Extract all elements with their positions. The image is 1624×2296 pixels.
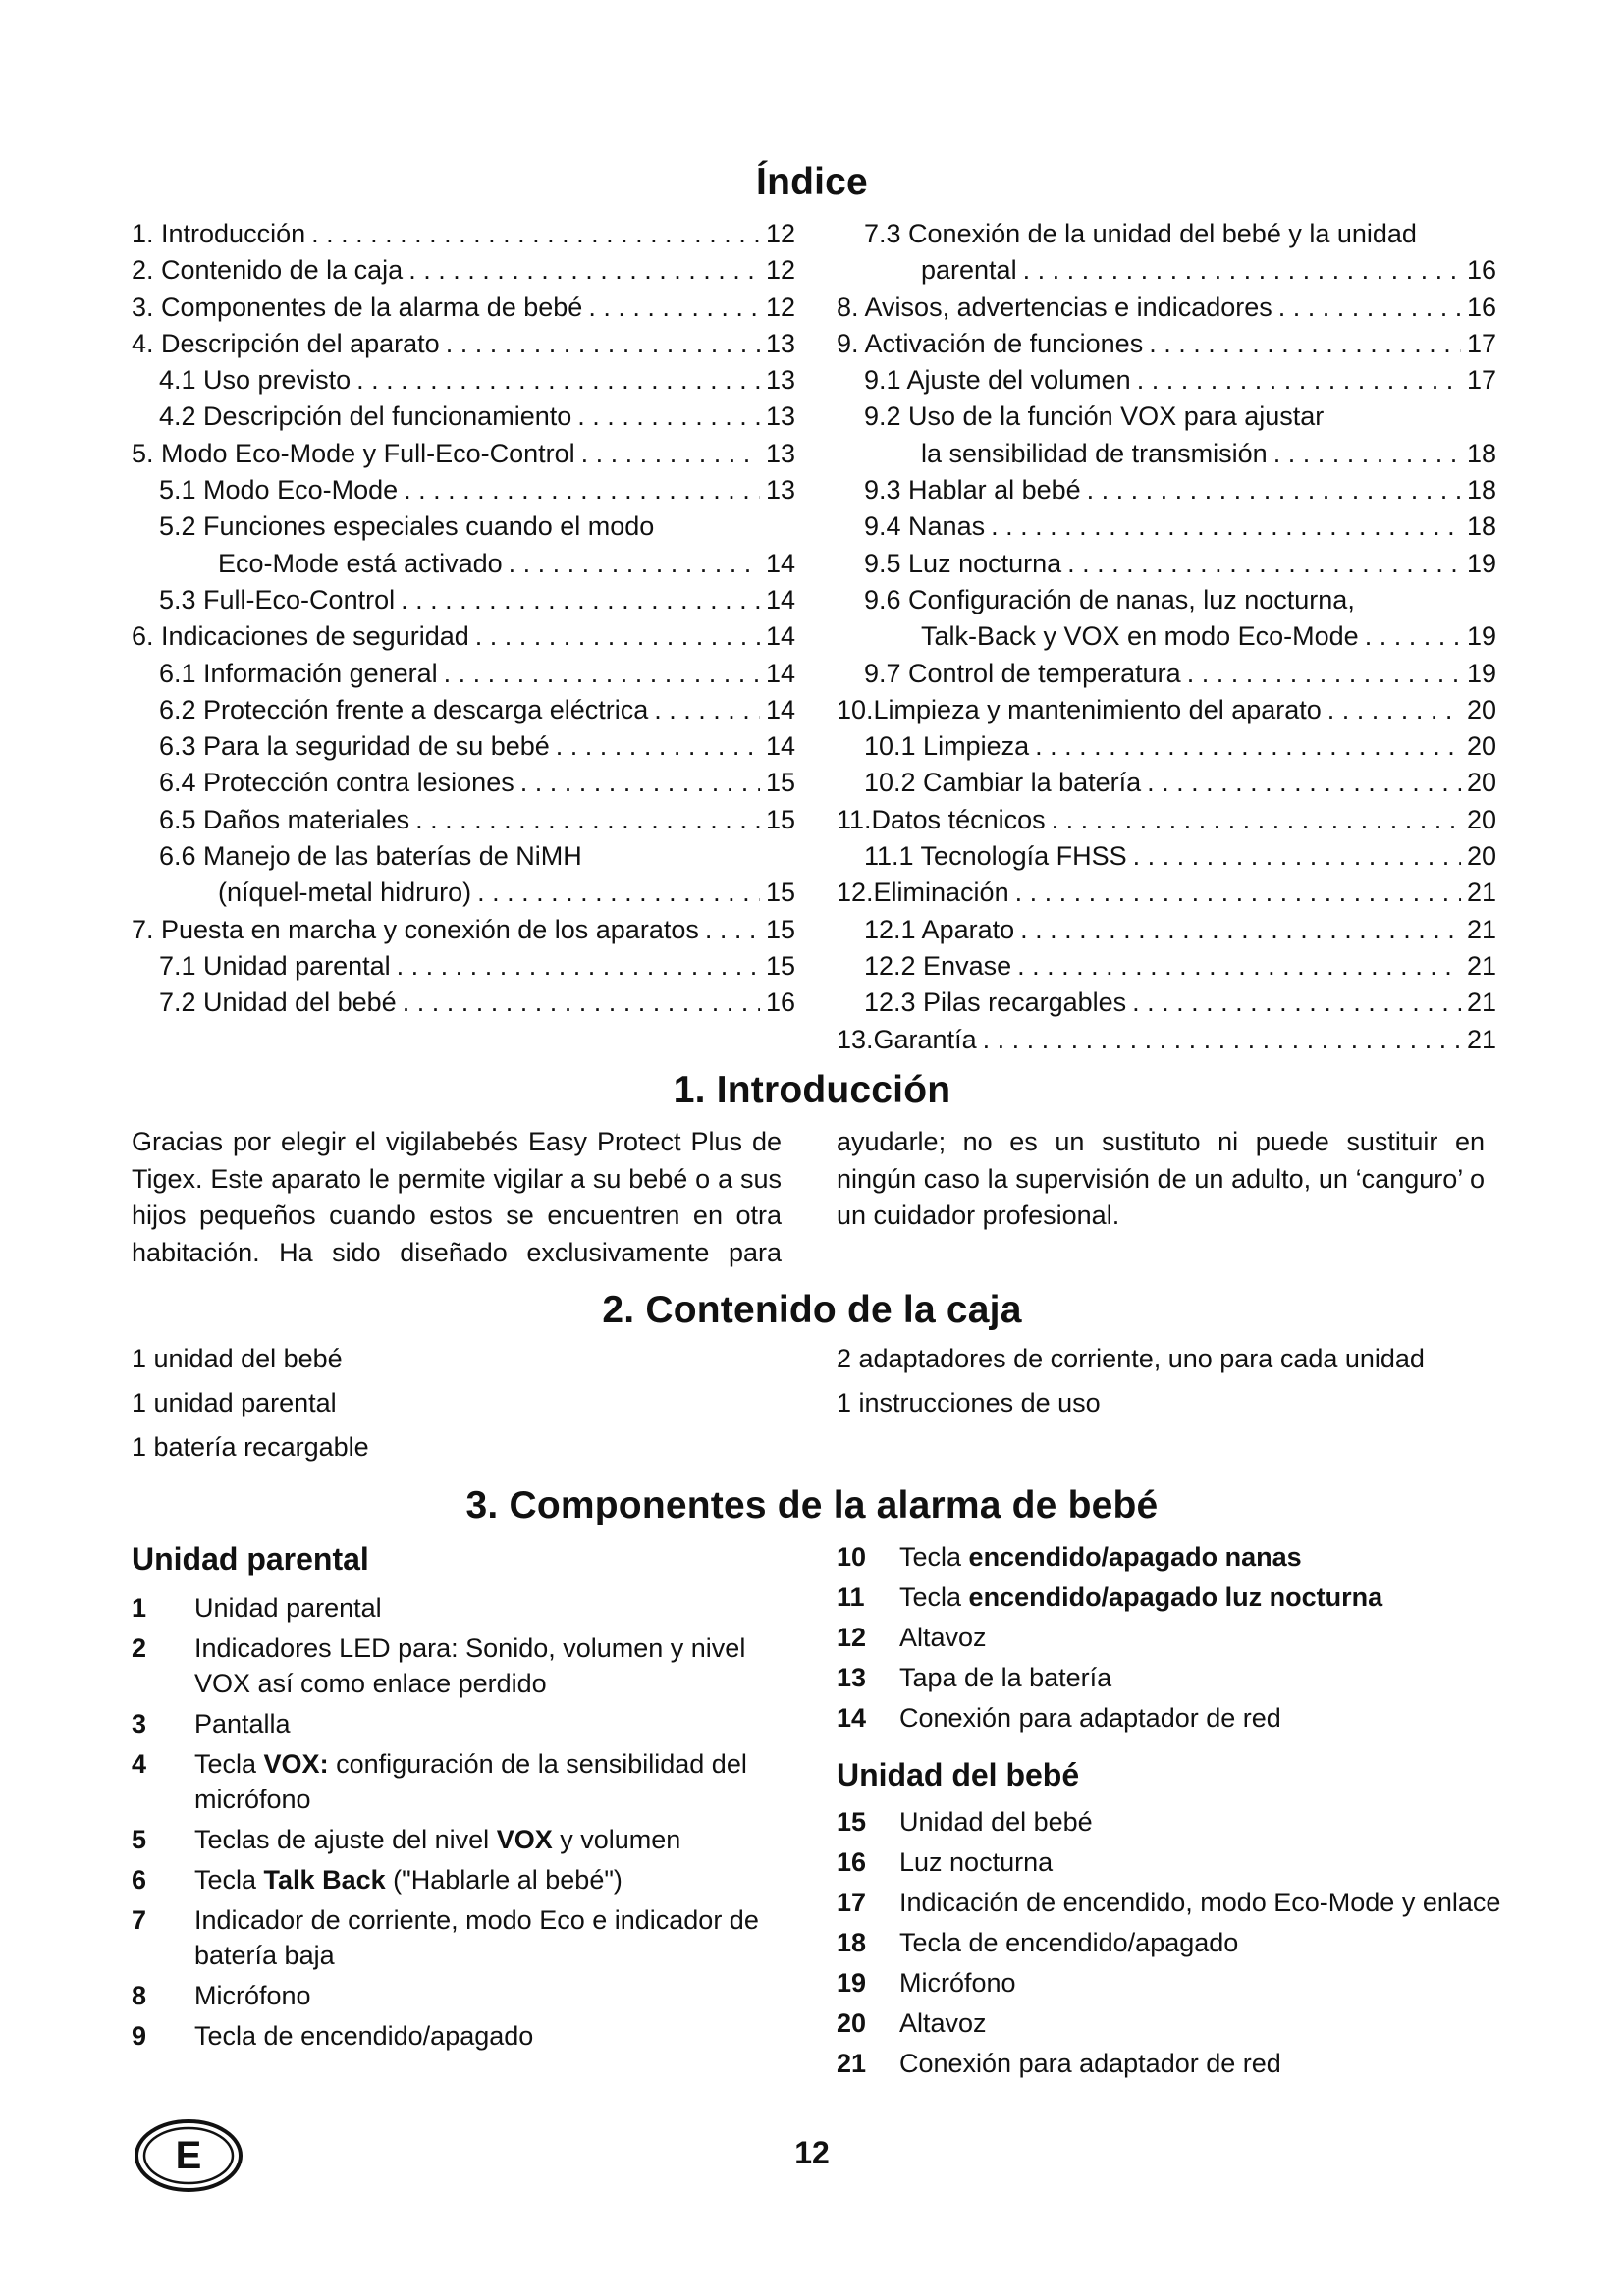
toc-entry [837,802,1496,838]
toc-entry [132,875,795,911]
toc-entry [132,546,795,582]
component-number: 10 [837,1542,867,1572]
toc-entry-page: 19 [1466,658,1496,688]
box-contents-right [837,1337,1425,1425]
toc-entry-title: 4.2 Descripción del funcionamiento [159,401,572,432]
toc-entry [837,399,1496,435]
toc-leader [1015,875,1461,911]
components-title: 3. Componentes de la alarma de bebé [465,1484,1159,1526]
toc-entry [837,1022,1496,1058]
toc-entry-title: 5.1 Modo Eco-Mode [159,475,399,506]
intro-line: Gracias por elegir el vigilabebés Easy Protect Plus de [132,1127,782,1156]
component-item [837,1885,1524,1920]
toc-entry-title: 8. Avisos, advertencias e indicadores [837,292,1272,322]
toc-entry [837,290,1496,326]
toc-entry-title: 9.7 Control de temperatura [864,658,1181,688]
toc-entry [837,362,1496,399]
toc-leader [1035,728,1461,765]
component-label: Luz nocturna [899,1847,1054,1877]
toc-entry [132,436,795,472]
component-number: 15 [837,1807,867,1837]
component-item [837,1700,1524,1735]
toc-entry [837,436,1496,472]
toc-entry-title: 3. Componentes de la alarma de bebé [132,292,583,322]
component-item [837,2046,1524,2081]
toc-leader [404,472,760,508]
component-label: Tecla [899,1542,969,1572]
component-item [132,1902,780,1973]
toc-entry-page: 18 [1466,438,1496,468]
toc-leader [444,656,760,692]
toc-entry [132,216,795,252]
component-number: 20 [837,2008,867,2038]
component-label: Unidad parental [194,1593,382,1623]
component-label: Indicador de corriente, modo Eco e indicador de batería baja [194,1905,759,1970]
toc-leader [991,508,1461,545]
component-text [899,1579,1524,1615]
toc-entry [837,326,1496,362]
component-key: VOX [496,1825,553,1854]
component-number: 21 [837,2049,867,2078]
toc-leader [1017,948,1461,985]
toc-entry-page: 19 [1466,548,1496,578]
toc-entry-title: 9.1 Ajuste del volumen [864,365,1131,396]
component-number: 13 [837,1663,867,1692]
toc-leader [403,985,760,1021]
toc-entry-page: 13 [765,365,795,396]
toc-entry-title: (níquel-metal hidruro) [218,878,472,908]
component-label: Teclas de ajuste del nivel [194,1825,497,1854]
toc-entry-title: 7.2 Unidad del bebé [159,988,397,1018]
component-key: encendido/apagado luz nocturna [968,1582,1383,1612]
component-item [132,1862,780,1897]
component-text [899,1885,1524,1920]
component-number: 12 [837,1623,867,1652]
toc-entry-title: 10.1 Limpieza [864,731,1030,762]
component-item [837,1804,1524,1840]
toc-entry-page: 16 [765,988,795,1018]
component-item [132,1746,780,1817]
toc-leader [1365,618,1461,655]
component-number: 11 [837,1582,865,1612]
component-label: Tecla [194,1865,264,1895]
component-number: 16 [837,1847,867,1877]
toc-entry-page: 18 [1466,475,1496,506]
toc-leader [556,728,760,765]
component-label-end: ("Hablarle al bebé") [385,1865,623,1895]
toc-entry-page: 20 [1466,804,1496,834]
toc-entry [132,728,795,765]
toc-entry-page: 13 [765,401,795,432]
toc-entry-page: 15 [765,768,795,798]
toc-right-column [837,216,1496,1058]
toc-left-column [132,216,795,1022]
box-item: 1 instrucciones de uso [837,1388,1101,1417]
toc-entry [132,985,795,1021]
toc-entry-title: 13.Garantía [837,1024,977,1054]
toc-leader [1149,326,1461,362]
toc-entry-title: 10.2 Cambiar la batería [864,768,1142,798]
component-number: 9 [132,2021,147,2051]
component-text [899,1700,1524,1735]
baby-unit-list [837,1804,1524,2086]
toc-leader [581,436,760,472]
toc-leader [1133,838,1461,875]
toc-entry-title: 5. Modo Eco-Mode y Full-Eco-Control [132,438,575,468]
toc-leader [1052,802,1461,838]
toc-entry [837,875,1496,911]
component-text [899,2046,1524,2081]
component-label-end: y volumen [552,1825,681,1854]
toc-entry-title: 6. Indicaciones de seguridad [132,621,469,652]
toc-entry-page: 20 [1466,768,1496,798]
component-key: VOX: [263,1749,329,1779]
component-number: 4 [132,1749,147,1779]
toc-entry-title: 12.Eliminación [837,878,1009,908]
toc-entry [132,838,795,875]
component-number: 2 [132,1633,147,1663]
component-text [899,1539,1524,1575]
toc-entry-title: 1. Introducción [132,219,306,248]
toc-leader [1273,436,1461,472]
component-number: 3 [132,1709,147,1738]
toc-entry-title: 9.4 Nanas [864,511,986,542]
toc-entry-page: 21 [1466,988,1496,1018]
toc-entry-page: 21 [1466,914,1496,944]
box-item: 1 unidad parental [132,1388,337,1417]
component-label: Altavoz [899,1623,987,1652]
toc-entry-page: 14 [765,621,795,652]
box-contents-left [132,1337,369,1469]
component-label: Micrófono [194,1981,311,2010]
toc-entry [837,618,1496,655]
intro-line: habitación. Ha sido diseñado exclusivamente para [132,1237,782,1267]
component-number: 14 [837,1703,867,1733]
intro-line: hijos pequeños cuando estos se encuentren en otra [132,1201,782,1230]
component-key: encendido/apagado nanas [968,1542,1302,1572]
toc-entry-page: 12 [765,292,795,322]
toc-entry-page: 15 [765,878,795,908]
toc-entry-title: 6.1 Información general [159,658,438,688]
index-title: Índice [756,161,868,203]
toc-entry-title: 10.Limpieza y mantenimiento del aparato [837,694,1322,724]
toc-entry [837,252,1496,289]
component-item [837,1539,1524,1575]
toc-entry [132,290,795,326]
toc-leader [1023,252,1461,289]
component-text [194,2018,780,2054]
toc-entry-page: 15 [765,950,795,981]
component-number: 7 [132,1905,147,1935]
toc-entry [132,948,795,985]
component-text [194,1706,780,1741]
component-text [899,1660,1524,1695]
toc-entry-title: 7.1 Unidad parental [159,950,391,981]
component-number: 18 [837,1928,867,1957]
toc-entry-page: 15 [765,804,795,834]
box-contents-title: 2. Contenido de la caja [602,1289,1022,1331]
component-text [194,1746,780,1817]
toc-entry-title: 12.1 Aparato [864,914,1015,944]
component-number: 6 [132,1865,147,1895]
page-number: 12 [794,2135,830,2170]
component-label-end: configuración de la sensibilidad del micrófono [194,1749,747,1814]
toc-entry [132,508,795,545]
toc-entry [837,582,1496,618]
toc-leader [475,618,760,655]
toc-entry [837,508,1496,545]
toc-entry-page: 14 [765,658,795,688]
toc-entry-page: 19 [1466,621,1496,652]
toc-entry-page: 13 [765,438,795,468]
baby-unit-heading: Unidad del bebé [837,1757,1080,1792]
toc-entry-page: 16 [1466,255,1496,286]
toc-entry [837,728,1496,765]
intro-right-paragraph: ayudarle; no es un sustituto ni puede sustituir en ningún caso la supervisión de un adulto, un ‘canguro’ o un cuidador profesional. [837,1127,1485,1230]
component-item [837,1660,1524,1695]
toc-entry [132,692,795,728]
toc-entry-page: 20 [1466,731,1496,762]
toc-entry-page: 16 [1466,292,1496,322]
toc-leader [1020,912,1461,948]
toc-entry [837,948,1496,985]
toc-entry-title: 5.2 Funciones especiales cuando el modo [159,511,655,542]
component-item [837,1620,1524,1655]
toc-entry-title: la sensibilidad de transmisión [921,438,1268,468]
toc-entry [132,618,795,655]
box-item: 2 adaptadores de corriente, uno para cada unidad [837,1344,1425,1373]
toc-entry-title: 6.2 Protección frente a descarga eléctrica [159,694,649,724]
component-key: Talk Back [263,1865,386,1895]
component-label: Unidad del bebé [899,1807,1093,1837]
toc-entry-title: Eco-Mode está activado [218,548,503,578]
toc-leader [983,1022,1461,1058]
language-badge-letter: E [175,2134,202,2177]
toc-entry [837,912,1496,948]
toc-entry-page: 13 [765,328,795,358]
component-text [194,1822,780,1857]
toc-entry-page: 12 [765,255,795,286]
toc-entry [132,252,795,289]
toc-leader [415,802,760,838]
toc-entry-page: 14 [765,731,795,762]
toc-entry-title: Talk-Back y VOX en modo Eco-Mode [921,621,1359,652]
toc-entry-page: 20 [1466,841,1496,872]
component-item [837,1965,1524,2001]
intro-title: 1. Introducción [673,1069,951,1111]
toc-entry [837,472,1496,508]
toc-entry [837,216,1496,252]
component-item [837,2005,1524,2041]
toc-entry-page: 14 [765,694,795,724]
toc-entry [132,802,795,838]
toc-entry-title: 9.2 Uso de la función VOX para ajustar [864,401,1325,432]
toc-leader [1327,692,1461,728]
parent-unit-heading: Unidad parental [132,1541,369,1576]
toc-entry-page: 15 [765,914,795,944]
toc-leader [1187,656,1461,692]
toc-entry-title: 12.3 Pilas recargables [864,988,1127,1018]
box-item: 1 unidad del bebé [132,1344,343,1373]
toc-entry-title: 6.4 Protección contra lesiones [159,768,514,798]
toc-entry-title: 9.6 Configuración de nanas, luz nocturna, [864,584,1355,614]
component-label: Conexión para adaptador de red [899,1703,1281,1733]
toc-entry-title: 4. Descripción del aparato [132,328,440,358]
component-text [194,1862,780,1897]
component-label: Tecla [899,1582,969,1612]
component-label: Indicadores LED para: Sonido, volumen y nivel VOX así como enlace perdido [194,1633,746,1698]
toc-entry [132,472,795,508]
component-text [194,1630,780,1701]
toc-entry [132,582,795,618]
toc-entry [837,985,1496,1021]
toc-entry-page: 17 [1466,365,1496,396]
toc-entry-title: 9.5 Luz nocturna [864,548,1062,578]
toc-entry [132,912,795,948]
component-text [899,1965,1524,2001]
toc-entry-title: 9. Activación de funciones [837,328,1144,358]
toc-entry-title: 2. Contenido de la caja [132,255,404,286]
component-text [899,1620,1524,1655]
box-item: 1 batería recargable [132,1432,369,1462]
toc-entry-title: 9.3 Hablar al bebé [864,475,1081,506]
toc-leader [577,399,760,435]
component-text [899,1804,1524,1840]
toc-entry-page: 21 [1466,878,1496,908]
toc-leader [654,692,760,728]
toc-entry [837,692,1496,728]
component-text [899,1925,1524,1960]
toc-leader [446,326,760,362]
toc-entry-page: 18 [1466,511,1496,542]
toc-entry-page: 20 [1466,694,1496,724]
toc-entry-page: 17 [1466,328,1496,358]
component-number: 17 [837,1888,867,1917]
toc-entry-page: 14 [765,548,795,578]
component-number: 5 [132,1825,147,1854]
toc-entry [132,326,795,362]
toc-entry [132,362,795,399]
component-text [899,1844,1524,1880]
component-label: Indicación de encendido, modo Eco-Mode y enlace [899,1888,1501,1917]
toc-entry-title: 6.5 Daños materiales [159,804,410,834]
component-label: Pantalla [194,1709,291,1738]
toc-entry-title: 5.3 Full-Eco-Control [159,584,396,614]
toc-entry [837,546,1496,582]
component-label: Tecla [194,1749,264,1779]
component-text [194,1978,780,2013]
component-item [132,1590,780,1626]
toc-entry [837,765,1496,801]
toc-entry-title: 6.6 Manejo de las baterías de NiMH [159,841,582,872]
toc-entry-title: 12.2 Envase [864,950,1012,981]
component-text [194,1590,780,1626]
toc-leader [1087,472,1461,508]
toc-entry [132,765,795,801]
toc-entry-page: 12 [765,219,795,248]
toc-entry [132,656,795,692]
toc-entry-title: 11.Datos técnicos [837,804,1046,834]
toc-entry-page: 14 [765,584,795,614]
toc-leader [356,362,760,399]
toc-entry-title: 6.3 Para la seguridad de su bebé [159,731,550,762]
component-text [899,2005,1524,2041]
toc-leader [1067,546,1461,582]
component-label: Altavoz [899,2008,987,2038]
component-label: Tecla de encendido/apagado [194,2021,534,2051]
parent-unit-list-continued [837,1539,1524,1740]
toc-entry-page: 21 [1466,1024,1496,1054]
component-number: 19 [837,1968,867,1998]
intro-left-paragraph [132,1124,782,1271]
component-item [132,1706,780,1741]
component-item [132,1630,780,1701]
component-item [837,1844,1524,1880]
component-item [132,2018,780,2054]
toc-entry-title: 7. Puesta en marcha y conexión de los aparatos [132,914,699,944]
toc-leader [408,252,760,289]
toc-entry-title: 11.1 Tecnología FHSS [864,841,1127,872]
toc-entry [837,838,1496,875]
toc-entry-title: parental [921,255,1017,286]
toc-leader [1147,765,1461,801]
component-item [837,1925,1524,1960]
toc-leader [311,216,760,252]
toc-leader [520,765,760,801]
toc-entry [132,399,795,435]
toc-entry-title: 4.1 Uso previsto [159,365,352,396]
component-label: Tapa de la batería [899,1663,1112,1692]
toc-leader [477,875,760,911]
toc-entry-page: 21 [1466,950,1496,981]
toc-leader [705,912,760,948]
component-label: Tecla de encendido/apagado [899,1928,1239,1957]
component-item [837,1579,1524,1615]
toc-leader [1137,362,1461,399]
intro-line: Tigex. Este aparato le permite vigilar a su bebé o a sus [132,1163,782,1194]
component-label: Micrófono [899,1968,1016,1998]
toc-leader [1132,985,1461,1021]
toc-leader [1278,290,1461,326]
toc-entry [837,656,1496,692]
toc-entry-page: 13 [765,475,795,506]
parent-unit-list [132,1590,780,2058]
component-number: 8 [132,1981,147,2010]
component-item [132,1822,780,1857]
toc-leader [509,546,760,582]
component-number: 1 [132,1593,147,1623]
toc-leader [588,290,760,326]
component-label: Conexión para adaptador de red [899,2049,1281,2078]
toc-entry-title: 7.3 Conexión de la unidad del bebé y la unidad [864,219,1417,248]
toc-leader [397,948,760,985]
toc-leader [401,582,760,618]
component-text [194,1902,780,1973]
component-item [132,1978,780,2013]
